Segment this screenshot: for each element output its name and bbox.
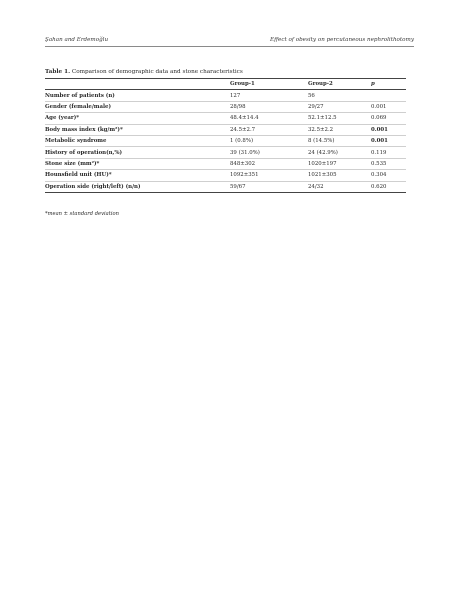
p-value	[371, 90, 406, 101]
header-cell-group-2: Group-2	[308, 81, 333, 88]
row-label: Number of patients (n)	[45, 92, 115, 99]
header-rule	[45, 46, 414, 47]
group-1-value: 39 (31.0%)	[230, 149, 260, 156]
table-row	[45, 113, 406, 124]
group-1-value: 1092±351	[230, 172, 259, 179]
row-label: Metabolic syndrome	[45, 138, 107, 145]
group-1-value: 48.4±14.4	[230, 115, 259, 122]
group-2-value: 52.1±12.5	[308, 115, 337, 122]
demographics-table	[45, 78, 406, 193]
group-1-value: 127	[230, 92, 241, 99]
p-value: 0.001	[371, 126, 388, 133]
row-label: Age (year)*	[45, 115, 80, 122]
running-header-authors: Şahan and Erdemoğlu	[45, 37, 109, 43]
row-label: History of operation(n,%)	[45, 149, 123, 156]
group-1-value: 24.5±2.7	[230, 126, 256, 133]
group-1-value: 59/67	[230, 183, 246, 190]
row-label: Body mass index (kg/m²)*	[45, 126, 123, 133]
table-row	[45, 147, 406, 158]
group-1-value: 28/98	[230, 103, 246, 110]
p-value: 0.001	[371, 138, 388, 145]
table-header-row	[45, 79, 406, 90]
group-2-value: 56	[308, 92, 315, 99]
group-2-value: 1020±197	[308, 160, 337, 167]
table-caption-label: Table 1.	[45, 69, 71, 75]
table-row	[45, 124, 406, 135]
group-2-value: 24 (42.9%)	[308, 149, 338, 156]
p-value: 0.535	[371, 160, 387, 167]
table-row	[45, 158, 406, 169]
header-cell-p: p	[371, 81, 375, 88]
row-label: Gender (female/male)	[45, 103, 112, 110]
table-row	[45, 170, 406, 181]
p-value: 0.069	[371, 115, 387, 122]
group-2-value: 24/32	[308, 183, 324, 190]
row-label: Hounsfield unit (HU)*	[45, 172, 112, 179]
running-header-title: Effect of obesity on percutaneous nephrolithotomy	[269, 37, 414, 43]
table-caption	[45, 69, 243, 75]
table-row	[45, 181, 406, 192]
group-2-value: 1021±305	[308, 172, 337, 179]
row-label: Stone size (mm²)*	[45, 160, 100, 167]
table-row	[45, 101, 406, 112]
header-cell-group-1: Group-1	[230, 81, 255, 88]
group-2-value: 29/27	[308, 103, 324, 110]
table-footnote: *mean ± standard deviation	[45, 211, 119, 217]
p-value: 0.620	[371, 183, 387, 190]
table-row	[45, 135, 406, 146]
group-2-value: 32.5±2.2	[308, 126, 334, 133]
table-row	[45, 90, 406, 101]
row-label: Operation side (right/left) (n/n)	[45, 183, 141, 190]
group-1-value: 848±302	[230, 160, 256, 167]
group-2-value: 8 (14.5%)	[308, 138, 335, 145]
p-value: 0.304	[371, 172, 387, 179]
table-caption-text: Comparison of demographic data and stone characteristics	[71, 69, 243, 75]
header-cell-label	[45, 79, 230, 90]
p-value: 0.001	[371, 103, 387, 110]
group-1-value: 1 (0.8%)	[230, 138, 254, 145]
p-value: 0.119	[371, 149, 387, 156]
